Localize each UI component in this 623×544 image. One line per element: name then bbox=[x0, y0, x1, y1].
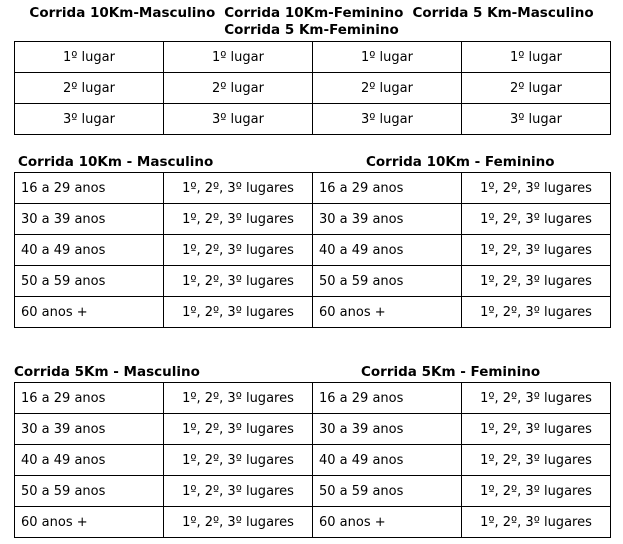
section2-table bbox=[14, 382, 611, 538]
table-row bbox=[15, 235, 611, 266]
table-cell: 1º, 2º, 3º lugares bbox=[164, 235, 313, 266]
table-cell: 60 anos + bbox=[313, 297, 462, 328]
table-row bbox=[15, 266, 611, 297]
table-cell: 60 anos + bbox=[15, 507, 164, 538]
heading-line-1 bbox=[0, 5, 623, 22]
table-row bbox=[15, 297, 611, 328]
table-cell: 60 anos + bbox=[15, 297, 164, 328]
table-cell: 30 a 39 anos bbox=[313, 204, 462, 235]
table-cell: 1º, 2º, 3º lugares bbox=[164, 204, 313, 235]
table-row bbox=[15, 173, 611, 204]
table-cell: 30 a 39 anos bbox=[313, 414, 462, 445]
table-cell: 1º, 2º, 3º lugares bbox=[164, 476, 313, 507]
table-cell: 50 a 59 anos bbox=[313, 476, 462, 507]
table-cell: 50 a 59 anos bbox=[15, 476, 164, 507]
table-cell: 40 a 49 anos bbox=[15, 445, 164, 476]
table-cell: 40 a 49 anos bbox=[313, 235, 462, 266]
table-cell: 1º, 2º, 3º lugares bbox=[462, 173, 611, 204]
table-cell: 1º, 2º, 3º lugares bbox=[164, 383, 313, 414]
table-cell: 16 a 29 anos bbox=[15, 383, 164, 414]
places-table-body bbox=[15, 42, 611, 135]
table-cell: 1º, 2º, 3º lugares bbox=[462, 383, 611, 414]
table-cell: 16 a 29 anos bbox=[15, 173, 164, 204]
table-cell: 3º lugar bbox=[164, 104, 313, 135]
table-cell: 16 a 29 anos bbox=[313, 383, 462, 414]
table-cell: 1º, 2º, 3º lugares bbox=[462, 266, 611, 297]
section2-left-title: Corrida 5Km - Masculino bbox=[14, 364, 200, 380]
heading-10km-masculino: Corrida 10Km-Masculino bbox=[29, 5, 216, 21]
table-cell: 30 a 39 anos bbox=[15, 414, 164, 445]
table-cell: 16 a 29 anos bbox=[313, 173, 462, 204]
table-row bbox=[15, 42, 611, 73]
section1-table-body bbox=[15, 173, 611, 328]
table-cell: 40 a 49 anos bbox=[313, 445, 462, 476]
table-cell: 1º, 2º, 3º lugares bbox=[462, 297, 611, 328]
table-cell: 1º lugar bbox=[15, 42, 164, 73]
table-cell: 40 a 49 anos bbox=[15, 235, 164, 266]
section1-left-title: Corrida 10Km - Masculino bbox=[18, 154, 214, 170]
table-cell: 3º lugar bbox=[462, 104, 611, 135]
heading-5km-feminino: Corrida 5 Km-Feminino bbox=[224, 22, 399, 38]
table-cell: 50 a 59 anos bbox=[313, 266, 462, 297]
table-row bbox=[15, 476, 611, 507]
page-heading bbox=[0, 5, 623, 39]
table-cell: 1º, 2º, 3º lugares bbox=[164, 507, 313, 538]
table-row bbox=[15, 445, 611, 476]
table-cell: 1º, 2º, 3º lugares bbox=[164, 297, 313, 328]
table-cell: 2º lugar bbox=[313, 73, 462, 104]
table-cell: 2º lugar bbox=[15, 73, 164, 104]
table-cell: 1º, 2º, 3º lugares bbox=[462, 414, 611, 445]
table-row bbox=[15, 507, 611, 538]
table-cell: 2º lugar bbox=[164, 73, 313, 104]
table-cell: 1º, 2º, 3º lugares bbox=[462, 507, 611, 538]
section2-table-body bbox=[15, 383, 611, 538]
table-cell: 50 a 59 anos bbox=[15, 266, 164, 297]
section1-table bbox=[14, 172, 611, 328]
section2-right-title: Corrida 5Km - Feminino bbox=[361, 364, 541, 380]
table-row bbox=[15, 204, 611, 235]
table-row bbox=[15, 383, 611, 414]
table-cell: 1º, 2º, 3º lugares bbox=[164, 266, 313, 297]
table-cell: 60 anos + bbox=[313, 507, 462, 538]
table-cell: 1º, 2º, 3º lugares bbox=[164, 414, 313, 445]
table-row bbox=[15, 414, 611, 445]
table-cell: 1º, 2º, 3º lugares bbox=[164, 173, 313, 204]
section1-right-title: Corrida 10Km - Feminino bbox=[366, 154, 555, 170]
heading-10km-feminino: Corrida 10Km-Feminino bbox=[224, 5, 404, 21]
table-cell: 1º, 2º, 3º lugares bbox=[462, 445, 611, 476]
table-cell: 1º, 2º, 3º lugares bbox=[462, 204, 611, 235]
table-cell: 1º, 2º, 3º lugares bbox=[164, 445, 313, 476]
table-row bbox=[15, 104, 611, 135]
table-cell: 3º lugar bbox=[15, 104, 164, 135]
table-cell: 1º lugar bbox=[164, 42, 313, 73]
table-cell: 2º lugar bbox=[462, 73, 611, 104]
heading-5km-masculino: Corrida 5 Km-Masculino bbox=[412, 5, 594, 21]
places-table bbox=[14, 41, 611, 135]
table-row bbox=[15, 73, 611, 104]
table-cell: 1º, 2º, 3º lugares bbox=[462, 235, 611, 266]
table-cell: 1º, 2º, 3º lugares bbox=[462, 476, 611, 507]
table-cell: 30 a 39 anos bbox=[15, 204, 164, 235]
table-cell: 3º lugar bbox=[313, 104, 462, 135]
table-cell: 1º lugar bbox=[462, 42, 611, 73]
table-cell: 1º lugar bbox=[313, 42, 462, 73]
